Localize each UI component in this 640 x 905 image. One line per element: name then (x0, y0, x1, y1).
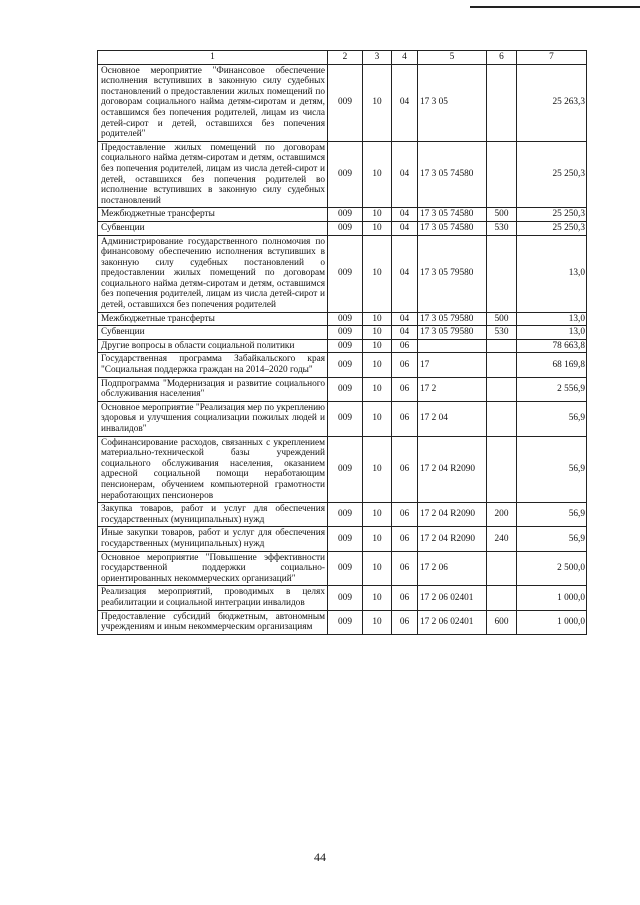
target-article-cell: 17 2 06 02401 (418, 610, 487, 634)
grbs-cell: 009 (328, 527, 363, 551)
expense-type-cell: 530 (487, 326, 517, 340)
subsection-cell: 04 (392, 235, 418, 312)
table-row (98, 221, 587, 235)
subsection-cell: 06 (392, 436, 418, 503)
amount-cell: 68 169,8 (517, 353, 587, 377)
target-article-cell: 17 2 06 (418, 551, 487, 586)
section-cell: 10 (363, 221, 392, 235)
subsection-cell: 06 (392, 586, 418, 610)
section-cell: 10 (363, 326, 392, 340)
section-cell: 10 (363, 339, 392, 353)
target-article-cell (418, 339, 487, 353)
expense-type-cell (487, 551, 517, 586)
amount-cell: 78 663,8 (517, 339, 587, 353)
table-row (98, 141, 587, 208)
expense-type-cell (487, 436, 517, 503)
subsection-cell: 06 (392, 551, 418, 586)
amount-cell: 56,9 (517, 401, 587, 436)
row-name-cell: Государственная программа Забайкальского края "Социальная поддержка граждан на 2014–2020 годы" (98, 353, 328, 377)
column-header: 2 (328, 51, 363, 65)
amount-cell: 2 500,0 (517, 551, 587, 586)
grbs-cell: 009 (328, 610, 363, 634)
expense-type-cell: 200 (487, 503, 517, 527)
target-article-cell: 17 2 04 R2090 (418, 503, 487, 527)
target-article-cell: 17 3 05 74580 (418, 141, 487, 208)
row-name-cell: Реализация мероприятий, проводимых в целях реабилитации и социальной интеграции инвалидов (98, 586, 328, 610)
subsection-cell: 06 (392, 401, 418, 436)
target-article-cell: 17 3 05 79580 (418, 326, 487, 340)
section-cell: 10 (363, 235, 392, 312)
section-cell: 10 (363, 64, 392, 141)
target-article-cell: 17 2 (418, 377, 487, 401)
row-name-cell: Другие вопросы в области социальной политики (98, 339, 328, 353)
section-cell: 10 (363, 353, 392, 377)
amount-cell: 1 000,0 (517, 586, 587, 610)
subsection-cell: 06 (392, 377, 418, 401)
expense-type-cell (487, 141, 517, 208)
grbs-cell: 009 (328, 64, 363, 141)
row-name-cell: Подпрограмма "Модернизация и развитие социального обслуживания населения" (98, 377, 328, 401)
grbs-cell: 009 (328, 235, 363, 312)
table-row (98, 326, 587, 340)
column-header: 1 (98, 51, 328, 65)
subsection-cell: 06 (392, 527, 418, 551)
section-cell: 10 (363, 586, 392, 610)
top-rule (470, 6, 640, 8)
amount-cell: 56,9 (517, 503, 587, 527)
grbs-cell: 009 (328, 377, 363, 401)
target-article-cell: 17 3 05 (418, 64, 487, 141)
row-name-cell: Закупка товаров, работ и услуг для обеспечения государственных (муниципальных) нужд (98, 503, 328, 527)
amount-cell: 1 000,0 (517, 610, 587, 634)
subsection-cell: 06 (392, 503, 418, 527)
row-name-cell: Софинансирование расходов, связанных с укреплением материально-технической базы учреждений социального обслуживания населения, оказанием адресной социальной помощи неработающим пенсионерам, обучением компьютерной грамотности неработающих пенсионеров (98, 436, 328, 503)
grbs-cell: 009 (328, 141, 363, 208)
table-header-row (98, 51, 587, 65)
section-cell: 10 (363, 551, 392, 586)
amount-cell: 13,0 (517, 312, 587, 326)
row-name-cell: Субвенции (98, 221, 328, 235)
subsection-cell: 06 (392, 339, 418, 353)
amount-cell: 56,9 (517, 527, 587, 551)
amount-cell: 25 250,3 (517, 208, 587, 222)
target-article-cell: 17 3 05 74580 (418, 221, 487, 235)
target-article-cell: 17 3 05 79580 (418, 312, 487, 326)
table-row (98, 377, 587, 401)
row-name-cell: Предоставление жилых помещений по договорам социального найма детям-сиротам и детям, оставшимся без попечения родителей, лицам из числа детей-сирот и детей, оставшихся без попечения родителей во исполнение вступивших в законную силу судебных постановлений (98, 141, 328, 208)
subsection-cell: 04 (392, 208, 418, 222)
grbs-cell: 009 (328, 221, 363, 235)
section-cell: 10 (363, 208, 392, 222)
target-article-cell: 17 2 04 (418, 401, 487, 436)
table-row (98, 551, 587, 586)
target-article-cell: 17 2 04 R2090 (418, 527, 487, 551)
table-row (98, 339, 587, 353)
target-article-cell: 17 3 05 74580 (418, 208, 487, 222)
expense-type-cell (487, 401, 517, 436)
subsection-cell: 06 (392, 610, 418, 634)
table-row (98, 527, 587, 551)
section-cell: 10 (363, 503, 392, 527)
budget-table (97, 50, 587, 635)
expense-type-cell: 530 (487, 221, 517, 235)
section-cell: 10 (363, 610, 392, 634)
target-article-cell: 17 2 06 02401 (418, 586, 487, 610)
grbs-cell: 009 (328, 551, 363, 586)
page-number: 44 (314, 850, 326, 864)
subsection-cell: 04 (392, 64, 418, 141)
amount-cell: 25 263,3 (517, 64, 587, 141)
expense-type-cell (487, 64, 517, 141)
grbs-cell: 009 (328, 326, 363, 340)
expense-type-cell (487, 235, 517, 312)
table-row (98, 401, 587, 436)
table-row (98, 312, 587, 326)
grbs-cell: 009 (328, 208, 363, 222)
expense-type-cell: 500 (487, 312, 517, 326)
grbs-cell: 009 (328, 312, 363, 326)
row-name-cell: Иные закупки товаров, работ и услуг для обеспечения государственных (муниципальных) нужд (98, 527, 328, 551)
expense-type-cell (487, 586, 517, 610)
table-row (98, 208, 587, 222)
section-cell: 10 (363, 377, 392, 401)
grbs-cell: 009 (328, 586, 363, 610)
expense-type-cell: 500 (487, 208, 517, 222)
amount-cell: 2 556,9 (517, 377, 587, 401)
amount-cell: 56,9 (517, 436, 587, 503)
grbs-cell: 009 (328, 353, 363, 377)
grbs-cell: 009 (328, 401, 363, 436)
target-article-cell: 17 2 04 R2090 (418, 436, 487, 503)
subsection-cell: 04 (392, 221, 418, 235)
table-row (98, 235, 587, 312)
column-header: 3 (363, 51, 392, 65)
expense-type-cell (487, 353, 517, 377)
row-name-cell: Администрирование государственного полномочия по финансовому обеспечению исполнения вступивших в законную силу судебных постановлений о предоставлении жилых помещений по договорам социального найма детям-сиротам и детям, оставшимся без попечения родителей, лицам из числа детей-сирот и детей, оставшихся без попечения родителей (98, 235, 328, 312)
amount-cell: 13,0 (517, 235, 587, 312)
row-name-cell: Основное мероприятие "Реализация мер по укреплению здоровья и улучшения социализации пожилых людей и инвалидов" (98, 401, 328, 436)
expense-type-cell: 240 (487, 527, 517, 551)
section-cell: 10 (363, 436, 392, 503)
row-name-cell: Основное мероприятие "Повышение эффективности государственной поддержки социально-ориентированных некоммерческих организаций" (98, 551, 328, 586)
expense-type-cell (487, 339, 517, 353)
column-header: 5 (418, 51, 487, 65)
section-cell: 10 (363, 527, 392, 551)
table-row (98, 353, 587, 377)
column-header: 7 (517, 51, 587, 65)
subsection-cell: 04 (392, 141, 418, 208)
section-cell: 10 (363, 141, 392, 208)
column-header: 4 (392, 51, 418, 65)
section-cell: 10 (363, 401, 392, 436)
table-row (98, 64, 587, 141)
expense-type-cell: 600 (487, 610, 517, 634)
table-row (98, 503, 587, 527)
subsection-cell: 04 (392, 312, 418, 326)
row-name-cell: Субвенции (98, 326, 328, 340)
column-header: 6 (487, 51, 517, 65)
grbs-cell: 009 (328, 339, 363, 353)
target-article-cell: 17 (418, 353, 487, 377)
table-row (98, 586, 587, 610)
grbs-cell: 009 (328, 503, 363, 527)
grbs-cell: 009 (328, 436, 363, 503)
section-cell: 10 (363, 312, 392, 326)
target-article-cell: 17 3 05 79580 (418, 235, 487, 312)
row-name-cell: Межбюджетные трансферты (98, 208, 328, 222)
row-name-cell: Предоставление субсидий бюджетным, автономным учреждениям и иным некоммерческим организациям (98, 610, 328, 634)
amount-cell: 25 250,3 (517, 221, 587, 235)
table-row (98, 610, 587, 634)
subsection-cell: 06 (392, 353, 418, 377)
table-body (98, 64, 587, 634)
row-name-cell: Межбюджетные трансферты (98, 312, 328, 326)
expense-type-cell (487, 377, 517, 401)
table-row (98, 436, 587, 503)
amount-cell: 13,0 (517, 326, 587, 340)
subsection-cell: 04 (392, 326, 418, 340)
amount-cell: 25 250,3 (517, 141, 587, 208)
row-name-cell: Основное мероприятие "Финансовое обеспечение исполнения вступивших в законную силу судебных постановлений о предоставлении жилых помещений по договорам социального найма детям-сиротам и детям, оставшимся без попечения родителей, лицам из числа детей-сирот и детей, оставшихся без попечения родителей" (98, 64, 328, 141)
